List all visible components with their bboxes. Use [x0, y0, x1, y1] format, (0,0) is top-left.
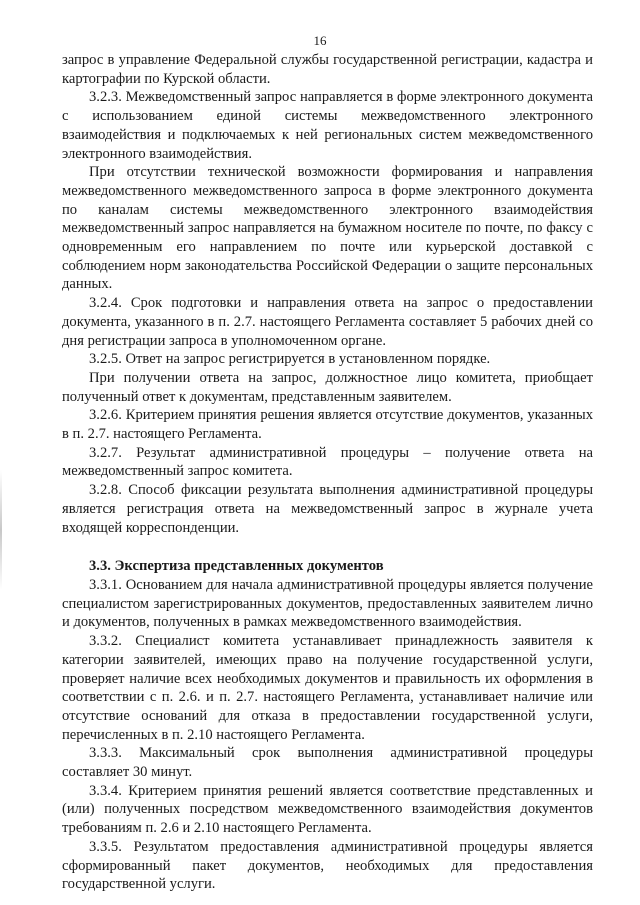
paragraph-3-2-6: 3.2.6. Критерием принятия решения является отсутствие документов, указанных в п. 2.7. настоящего Регламента. [62, 407, 593, 443]
section-heading-3-3: 3.3. Экспертиза представленных документов [89, 558, 384, 575]
page-number: 16 [313, 33, 327, 48]
paragraph-3-2-5: 3.2.5. Ответ на запрос регистрируется в установленном порядке. [89, 351, 491, 368]
paragraph-3-3-5: 3.3.5. Результатом предоставления административной процедуры является сформированный пакет документов, необходимых для предоставления государственной услуги. [62, 838, 593, 893]
paragraph-3-3-4: 3.3.4. Критерием принятия решений является соответствие представленных и (или) полученных посредством межведомственного взаимодействия документов требованиям п. 2.6 и 2.10 настоящего Регламента. [62, 782, 593, 837]
paragraph-no-technical-possibility: При отсутствии технической возможности формирования и направления межведомственного межведомственного запроса в форме электронного документа по каналам системы межведомственного электронного взаимодействия межведомственный запрос направляется на бумажном носителе по почте, по факсу с одновременным его направлением по почте или курьерской доставкой с соблюдением норм законодательства Российской Федерации о защите персональных данных. [62, 164, 593, 293]
paragraph-3-3-1: 3.3.1. Основанием для начала административной процедуры является получение специалистом зарегистрированных документов, предоставленных заявителем лично и документов, полученных в рамках межведомственного взаимодействия. [62, 576, 593, 631]
paragraph-3-3-3: 3.3.3. Максимальный срок выполнения административной процедуры составляет 30 минут. [62, 745, 593, 781]
paragraph-continuation: запрос в управление Федеральной службы государственной регистрации, кадастра и картографии по Курской области. [62, 52, 593, 87]
paragraph-3-2-4: 3.2.4. Срок подготовки и направления ответа на запрос о предоставлении документа, указанного в п. 2.7. настоящего Регламента составляет 5 рабочих дней со дня регистрации запроса в уполномоченном органе. [62, 295, 593, 349]
paragraph-3-3-2: 3.3.2. Специалист комитета устанавливает принадлежность заявителя к категории заявителей, имеющих право на получение государственной услуги, проверяет наличие всех необходимых документов и правильность их оформления в соответствии с п. 2.6. и п. 2.7. настоящего Регламента, устанавливает наличие или отсутствие оснований для отказа в предоставлении государственной услуги, перечисленных в п. 2.10 настоящего Регламента. [62, 633, 593, 743]
paragraph-3-2-7: 3.2.7. Результат административной процедуры – получение ответа на межведомственный запрос комитета. [62, 444, 593, 480]
paragraph-3-2-8: 3.2.8. Способ фиксации результата выполнения административной процедуры является регистрация ответа на межведомственный запрос в журнале учета входящей корреспонденции. [62, 482, 593, 536]
paragraph-3-2-3: 3.2.3. Межведомственный запрос направляется в форме электронного документа с использованием единой системы межведомственного электронного взаимодействия и подключаемых к ней региональных систем межведомственного электронного взаимодействия. [62, 89, 593, 162]
scan-edge-mark [0, 470, 2, 590]
page-body [62, 51, 593, 894]
paragraph-response-received: При получении ответа на запрос, должностное лицо комитета, приобщает полученный ответ к документам, представленным заявителем. [62, 369, 593, 405]
